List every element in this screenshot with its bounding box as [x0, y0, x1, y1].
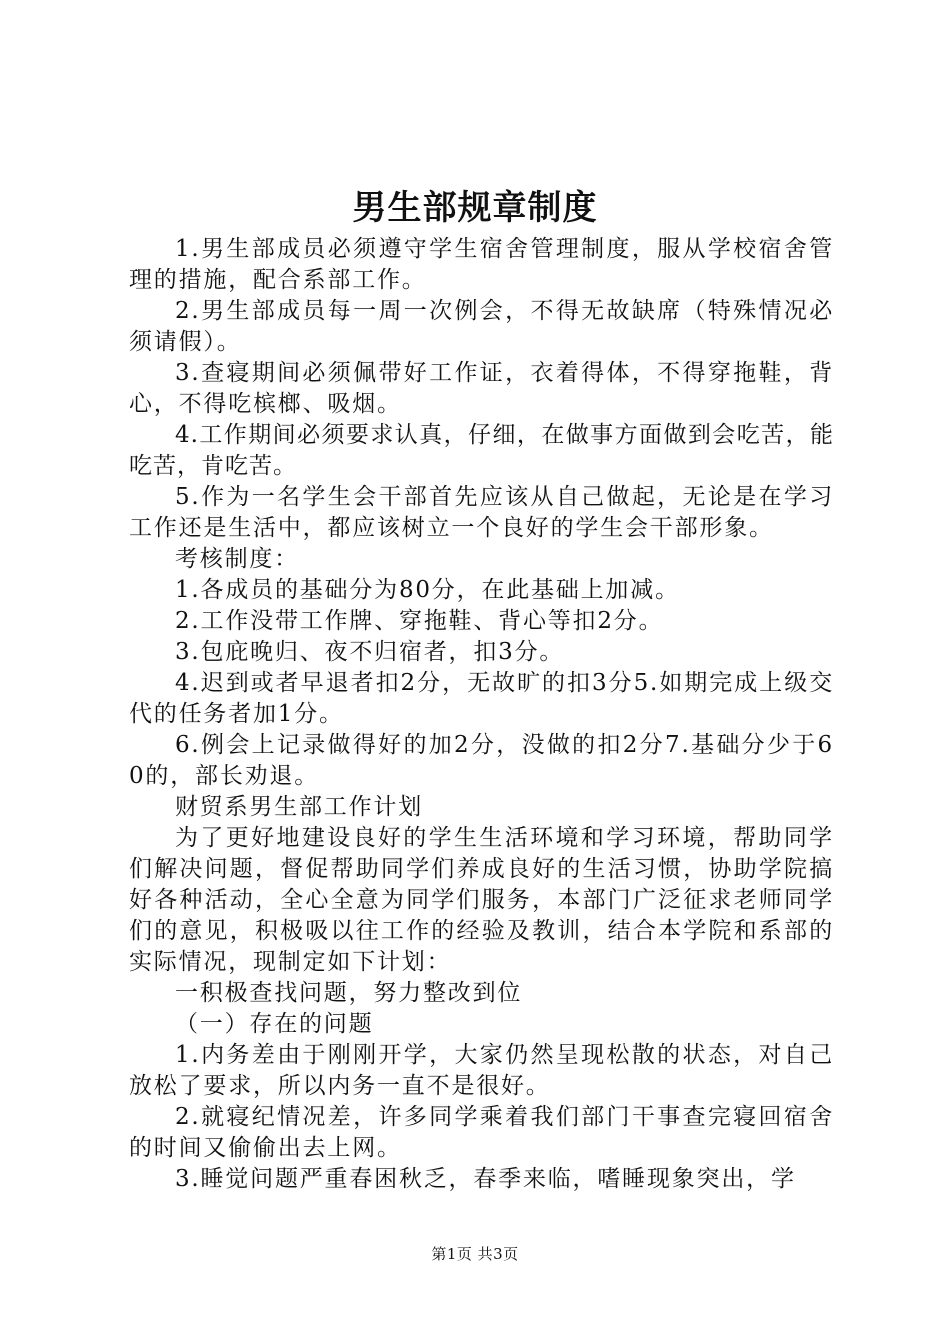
paragraph: 2.就寝纪情况差，许多同学乘着我们部门干事查完寝回宿舍的时间又偷偷出去上网。	[129, 1104, 834, 1161]
section-heading: 一积极查找问题，努力整改到位	[175, 980, 523, 1006]
paragraph: 2.工作没带工作牌、穿拖鞋、背心等扣2分。	[175, 608, 664, 634]
paragraph: 1.各成员的基础分为80分，在此基础上加减。	[175, 577, 680, 603]
paragraph: 5.作为一名学生会干部首先应该从自己做起，无论是在学习工作还是生活中，都应该树立一个良好的学生会干部形象。	[129, 484, 834, 541]
paragraph: 1.内务差由于刚刚开学，大家仍然呈现松散的状态，对自己放松了要求，所以内务一直不是很好。	[129, 1042, 834, 1099]
paragraph: 2.男生部成员每一周一次例会，不得无故缺席（特殊情况必须请假）。	[129, 298, 834, 355]
paragraph: 4.迟到或者早退者扣2分，无故旷的扣3分5.如期完成上级交代的任务者加1分。	[129, 670, 834, 727]
document-body	[129, 234, 834, 1195]
section-heading: 财贸系男生部工作计划	[175, 794, 423, 820]
paragraph: 3.包庇晚归、夜不归宿者，扣3分。	[175, 639, 565, 665]
page-footer: 第1页 共3页	[431, 1245, 519, 1263]
paragraph: 1.男生部成员必须遵守学生宿舍管理制度，服从学校宿舍管理的措施，配合系部工作。	[129, 236, 834, 293]
paragraph: 3.查寝期间必须佩带好工作证，衣着得体，不得穿拖鞋，背心，不得吃槟榔、吸烟。	[129, 360, 834, 417]
paragraph: 为了更好地建设良好的学生生活环境和学习环境，帮助同学们解决问题，督促帮助同学们养成良好的生活习惯，协助学院搞好各种活动，全心全意为同学们服务，本部门广泛征求老师同学们的意见，积极吸以往工作的经验及教训，结合本学院和系部的实际情况，现制定如下计划：	[129, 825, 834, 975]
document-title: 男生部规章制度	[352, 188, 598, 228]
section-heading: （一）存在的问题	[175, 1011, 374, 1037]
paragraph: 6.例会上记录做得好的加2分，没做的扣2分7.基础分少于60的，部长劝退。	[129, 732, 834, 789]
paragraph: 4.工作期间必须要求认真，仔细，在做事方面做到会吃苦，能吃苦，肯吃苦。	[129, 422, 834, 479]
paragraph: 3.睡觉问题严重春困秋乏，春季来临，嗜睡现象突出，学	[175, 1166, 796, 1192]
section-heading: 考核制度：	[175, 546, 299, 572]
